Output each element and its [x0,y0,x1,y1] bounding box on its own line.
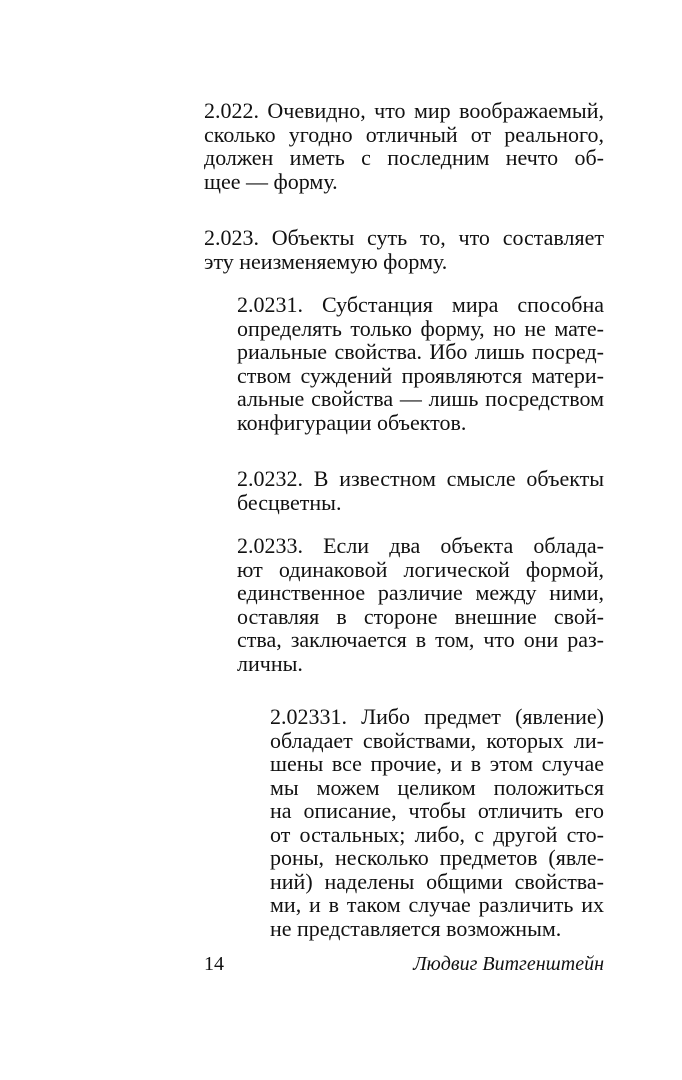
text-line: оставляя в стороне внешние свой- [237,603,604,629]
text-line: эту неизменяемую форму. [204,248,448,274]
text-line: сколько угодно отличный от реального, [204,121,604,147]
text-line: должен иметь с последним нечто об- [204,145,604,170]
text-line: от остальных; либо, с другой сто- [270,821,604,847]
text-line: роны, несколько предметов (явле- [270,845,604,870]
text-line: альные свойства — лишь посредством [237,386,604,411]
text-line: 2.0231. Субстанция мира способна [237,292,604,317]
text-line: 2.0233. Если два объекта облада- [237,533,604,558]
text-line: конфигурации объектов. [237,409,467,435]
text-line: определять только форму, но не мате- [237,315,604,341]
text-line: риальные свойства. Ибо лишь посред- [237,339,604,364]
section-2-02331 [270,705,604,940]
text-line: ний) наделены общими свойства- [270,868,604,894]
section-2-0231 [237,293,604,434]
section-2-0233 [237,534,604,675]
text-line: 2.022. Очевидно, что мир воображаемый, [204,98,604,123]
text-line: 2.023. Объекты суть то, что составляет [204,225,604,250]
page-number: 14 [204,953,224,975]
text-line: 2.02331. Либо предмет (явление) [270,704,604,729]
text-line: бесцветны. [237,489,342,515]
text-line: не представляется возможным. [270,915,562,941]
running-head: Людвиг Витгенштейн [413,953,604,975]
text-line: на описание, чтобы отличить его [270,798,604,823]
section-2-022 [204,99,604,193]
text-line: ют одинаковой логической формой, [237,556,604,582]
section-2-0232 [237,467,604,514]
text-line: ством суждений проявляются матери- [237,362,604,388]
text-line: щее — форму. [204,168,338,194]
text-line: мы можем целиком положиться [270,774,604,800]
section-2-023 [204,226,604,273]
text-line: обладает свойствами, которых ли- [270,727,604,753]
text-line: единственное различие между ними, [237,580,604,605]
text-line: ми, и в таком случае различить их [270,892,604,917]
text-line: ства, заключается в том, что они раз- [237,627,604,652]
text-line: 2.0232. В известном смысле объекты [237,466,604,491]
text-line: личны. [237,650,303,676]
text-line: шены все прочие, и в этом случае [270,751,604,776]
